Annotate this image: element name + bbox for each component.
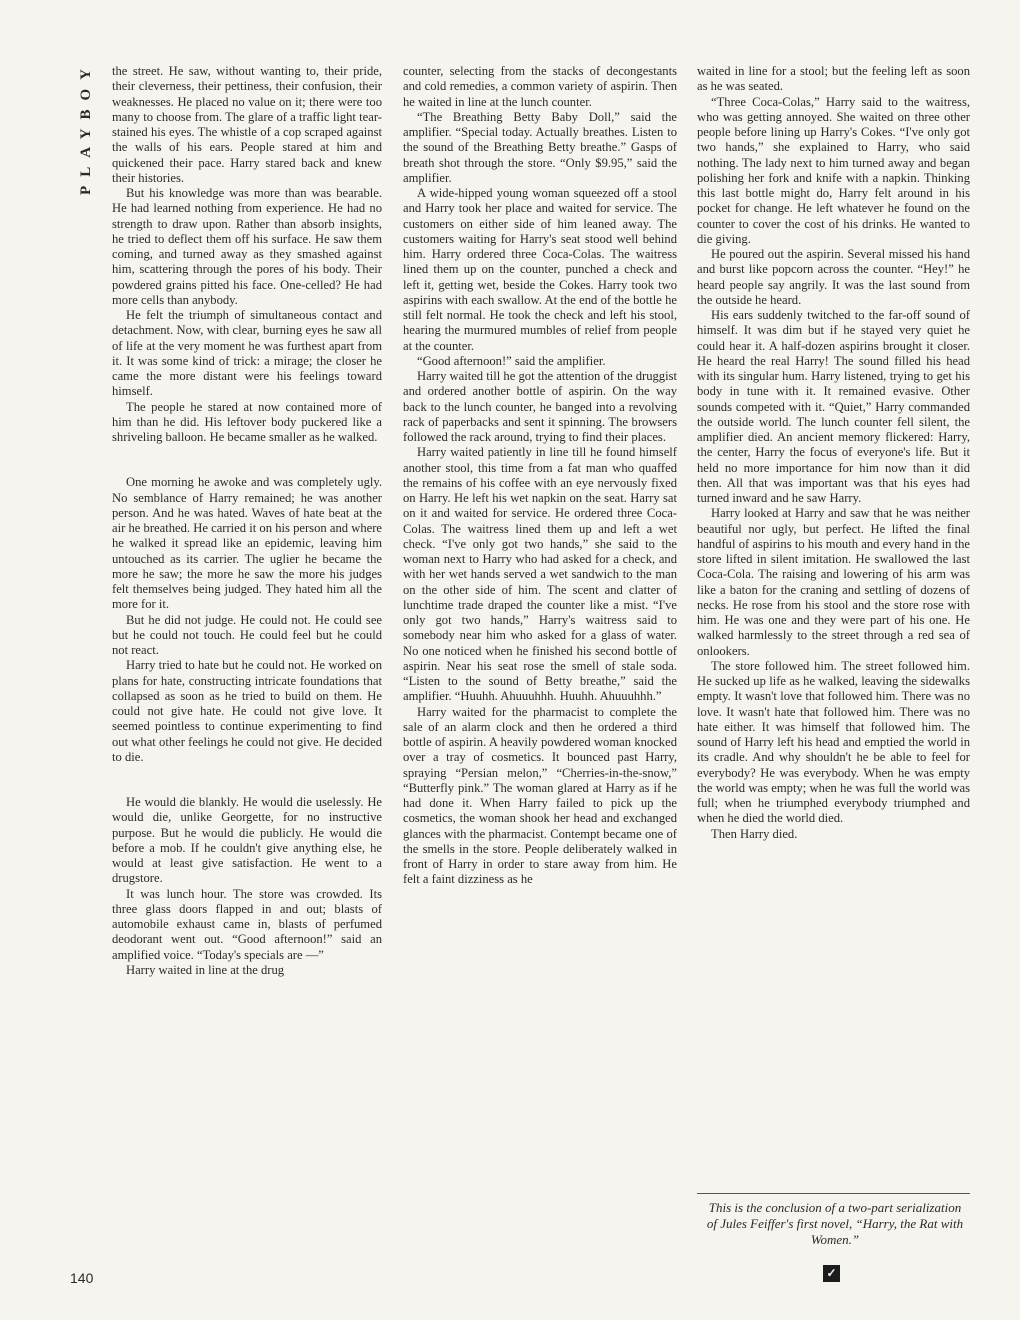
paragraph: He felt the triumph of simultaneous contact and detachment. Now, with clear, burning eyes he saw all of life at the very moment he was furthest apart from it. It was some kind of trick: a mirage; the closer he came the more distant were his feelings toward himself. — [112, 308, 382, 399]
paragraph: He poured out the aspirin. Several missed his hand and burst like popcorn across the counter. “Hey!” he heard people say angrily. It was the last sound from the outside he heard. — [697, 247, 970, 307]
paragraph: Harry looked at Harry and saw that he was neither beautiful nor ugly, but perfect. He lifted the final handful of aspirins to his mouth and every hand in the store lifted in silent imitation. He swallowed the last Coca-Cola. The raising and lowering of his arm was like a baton for the craning and settling of dozens of necks. He rose from his stool and the store rose with him. He was one and they were part of his one. He walked harmlessly to the street through a red sea of onlookers. — [697, 506, 970, 658]
paragraph: “The Breathing Betty Baby Doll,” said the amplifier. “Special today. Actually breathes. Listen to the sound of the Breathing Betty breathe.” Gasps of breath shot through the store. “Only $9.95,” said the amplifier. — [403, 109, 677, 185]
paragraph: But his knowledge was more than was bearable. He had learned nothing from experience. He had no strength to draw upon. Rather than absorb insights, he tried to deflect them off his surface. He saw them coming, and turned away as they smashed against him, scattering through the pores of his body. Their powdered grains pitted his face. One-celled? He had more cells than anybody. — [112, 186, 382, 307]
paragraph: Harry tried to hate but he could not. He worked on plans for hate, constructing intricate foundations that collapsed as soon as he tried to build on them. He could not give hate. He could not give love. It seemed pointless to continue experimenting to find out what other feelings he could not give. He decided to die. — [112, 658, 382, 764]
paragraph: Then Harry died. — [711, 826, 798, 841]
paragraph: counter, selecting from the stacks of decongestants and cold remedies, a common variety of aspirin. Then he waited in line at the lunch counter. — [403, 64, 677, 109]
serialization-credit: This is the conclusion of a two-part serialization of Jules Feiffer's first novel, “Harry, the Rat with Women.” — [706, 1200, 964, 1247]
paragraph: “Three Coca-Colas,” Harry said to the waitress, who was getting annoyed. She waited on three other people before lining up Harry's Cokes. “I've only got two hands,” she explained to Harry, who said nothing. The lady next to him turned away and began polishing her fork and knife with a napkin. Thinking this last bottle might do, Harry felt around in his pocket for change. He left whatever he found on the counter to cover the cost of his drinks. He wanted to die giving. — [697, 94, 970, 246]
paragraph: But he did not judge. He could not. He could see but he could not touch. He could feel but he could not react. — [112, 612, 382, 657]
paragraph: The store followed him. The street followed him. He sucked up life as he walked, leaving the sidewalks empty. It wasn't love that followed him. There was no love. It wasn't hate that followed him. There was no hate either. It was himself that followed him. The sound of Harry left his head and emptied the world in its cradle. And why shouldn't he be able to feel for everybody? He was everybody. When he was empty the world was empty; when he was full the world was full; when he triumphed everybody triumphed and when he died the world died. — [697, 658, 970, 826]
paragraph: A wide-hipped young woman squeezed off a stool and Harry took her place and waited for service. The customers on either side of him leaned away. The customers waiting for Harry's seat stood well behind him. Harry ordered three Coca-Colas. The waitress lined them up on the counter, punched a check and left it, getting wet, beside the Cokes. Harry took two aspirins with each swallow. At the end of the bottle he still felt normal. He took the check and left his stool, hearing the murmured mumbles of relief from people at the counter. — [403, 186, 677, 353]
magazine-masthead: PLAYBOY — [78, 60, 94, 195]
paragraph: Harry waited in line at the drug — [126, 962, 285, 977]
paragraph: waited in line for a stool; but the feeling left as soon as he was seated. — [697, 64, 970, 94]
article-column-1 — [112, 64, 382, 978]
paragraph: Harry waited patiently in line till he found himself another stool, this time from a fat man who quaffed the remains of his coffee with an eye nervously fixed on Harry. He left his wet napkin on the seat. Harry sat on it and waited for service. He ordered three Coca-Colas. The waitress lined them up and left a wet check. “I've only got two hands,” she said to the woman next to Harry who had asked for a check, and with her wet hands served a wet sandwich to the man on the other side of him. The scent and clatter of lunchtime trade draped the counter like a mist. “I've only got two hands,” Harry's waitress said to somebody near him who asked for a glass of water. No one noticed when he finished his second bottle of aspirin. Near his seat rose the smell of stale soda. “Listen to the sound of Betty breathe,” said the amplifier. “Huuhh. Ahuuuhhh. Huuhh. Ahuuuhhh.” — [403, 445, 677, 704]
paragraph: His ears suddenly twitched to the far-off sound of himself. It was dim but if he stayed very quiet he could hear it. A half-dozen aspirins brought it closer. He heard the real Harry! The sound filled his head with its singular hum. Harry listened, trying to get his body in tune with it. It remained evasive. Other sounds competed with it. “Quiet,” Harry commanded the outside world. The lunch counter fell silent, the amplifier died. An ancient memory flickered: Harry, the center, Harry the focus of everyone's life. But it held no more importance for him now than it did then. All that was important was that his eyes had turned inward and he saw Harry. — [697, 308, 970, 505]
page-number: 140 — [70, 1270, 94, 1286]
paragraph: He would die blankly. He would die uselessly. He would die, unlike Georgette, for no instructive purpose. But he would die publicly. He would die before a mob. If he couldn't give anything else, he would at least give satisfaction. He went to a drugstore. — [112, 795, 382, 886]
paragraph: the street. He saw, without wanting to, their pride, their cleverness, their pettiness, their confusion, their weaknesses. He placed no value on it; there were too many to choose from. The glare of a traffic light tear-stained his eyes. The whistle of a cop scraped against the walls of his ears. People stared at him and quickened their pace. Harry stared back and knew their histories. — [112, 64, 382, 185]
end-of-article-mark: ✓ — [823, 1265, 840, 1282]
paragraph: One morning he awoke and was completely ugly. No semblance of Harry remained; he was another person. And he was hated. Waves of hate beat at the air he breathed. He carried it on his person and where he walked it spread like an epidemic, leaving him untouched as its carrier. The uglier he became the more he saw; the more he saw the more his judges felt themselves being judged. They hated him all the more for it. — [112, 475, 382, 612]
paragraph: Harry waited till he got the attention of the druggist and ordered another bottle of aspirin. On the way back to the lunch counter, he banged into a revolving rack of paperbacks and sent it spinning. The browsers followed the rack around, trying to find their places. — [403, 369, 677, 444]
paragraph: “Good afternoon!” said the amplifier. — [417, 353, 606, 368]
article-column-3 — [697, 64, 970, 842]
credit-divider — [697, 1193, 970, 1194]
article-column-2 — [403, 64, 677, 888]
paragraph: Harry waited for the pharmacist to complete the sale of an alarm clock and then he ordered a third bottle of aspirin. A heavily powdered woman knocked over a tray of cosmetics. It bounced past Harry, spraying “Persian melon,” “Cherries-in-the-snow,” “Butterfly pink.” The woman glared at Harry as if he had done it. When Harry failed to pick up the cosmetics, the woman shook her head and exchanged glances with the pharmacist. Contempt became one of the smells in the store. People deliberately walked in front of Harry in order to stare away from him. He felt a faint dizziness as he — [403, 704, 677, 887]
paragraph: The people he stared at now contained more of him than he did. His leftover body puckered like a shriveling balloon. He became smaller as he walked. — [112, 399, 382, 444]
paragraph: It was lunch hour. The store was crowded. Its three glass doors flapped in and out; blasts of automobile exhaust came in, blasts of perfumed deodorant went out. “Good afternoon!” said an amplified voice. “Today's specials are —” — [112, 886, 382, 962]
